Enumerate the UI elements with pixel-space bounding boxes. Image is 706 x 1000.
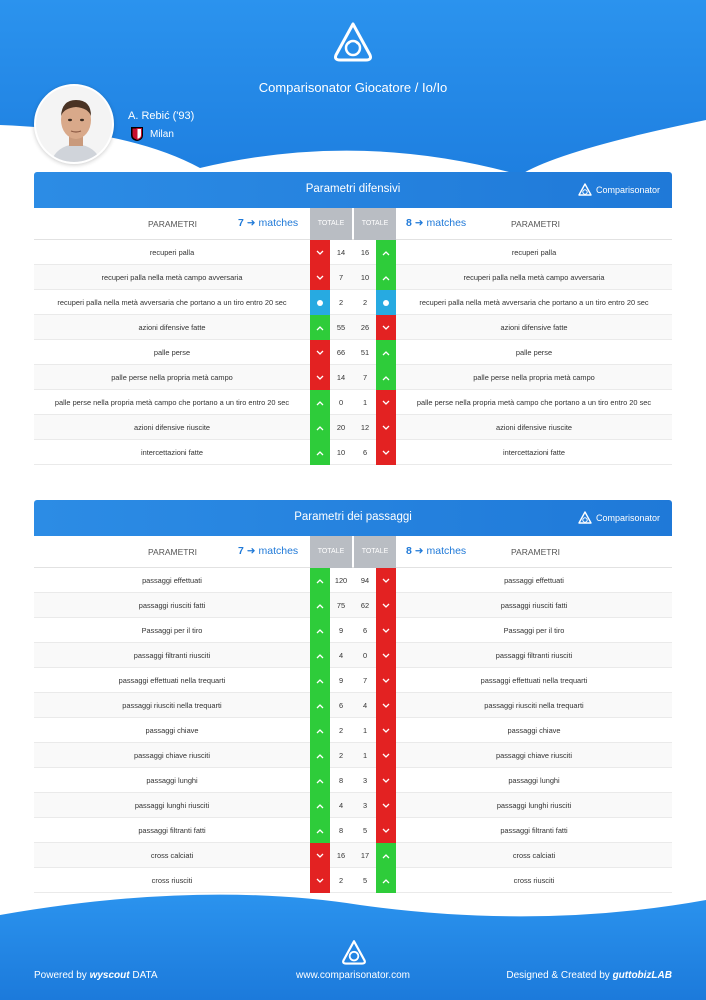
arrow-in-icon: ➜ (246, 545, 256, 557)
player-name: A. Rebić ('93) (128, 110, 195, 122)
param-label-right: passaggi chiave (507, 726, 561, 735)
value-right: 5 (362, 876, 368, 885)
column-header (34, 208, 672, 240)
app-title: Comparisonator Giocatore / Io/Io (258, 80, 448, 95)
defensive-rows (34, 240, 672, 465)
value-right: 12 (360, 423, 370, 432)
table-row (34, 340, 672, 365)
passing-section (34, 500, 672, 893)
designed-prefix: Designed & Created by (506, 970, 610, 981)
powered-suffix: DATA (132, 970, 158, 981)
param-label-right: palle perse (515, 348, 553, 357)
equal-dot-icon (310, 290, 330, 315)
table-row (34, 593, 672, 618)
down-chevron-icon (376, 618, 396, 643)
value-right: 3 (362, 776, 368, 785)
matches-right (406, 217, 466, 229)
up-chevron-icon (376, 365, 396, 390)
value-right: 6 (362, 626, 368, 635)
value-right: 5 (362, 826, 368, 835)
matches-right (406, 545, 466, 557)
matches-count: 8 (406, 545, 412, 557)
section-title: Parametri dei passaggi (294, 511, 412, 523)
player-avatar (34, 84, 114, 164)
param-label-left: recuperi palla nella metà campo avversaria (101, 273, 243, 282)
param-label-right: palle perse nella propria metà campo che portano a un tiro entro 20 sec (416, 398, 652, 407)
down-chevron-icon (310, 265, 330, 290)
param-label-left: cross riusciti (151, 876, 193, 885)
value-right: 2 (362, 298, 368, 307)
param-label-right: passaggi filtranti riusciti (495, 651, 573, 660)
equal-dot-icon (376, 290, 396, 315)
matches-word: matches (258, 217, 299, 229)
down-chevron-icon (376, 390, 396, 415)
total-header-right: TOTALE (354, 536, 396, 568)
param-label-left: passaggi chiave (145, 726, 199, 735)
table-row (34, 643, 672, 668)
down-chevron-icon (376, 440, 396, 465)
param-label-left: passaggi filtranti fatti (138, 826, 206, 835)
param-label-right: azioni difensive fatte (500, 323, 568, 332)
param-label-right: passaggi effettuati (504, 576, 564, 585)
defensive-section (34, 172, 672, 465)
table-row (34, 265, 672, 290)
param-label-left: azioni difensive riuscite (134, 423, 210, 432)
table-row (34, 415, 672, 440)
param-label-right: passaggi lunghi (508, 776, 560, 785)
param-label-left: passaggi filtranti riusciti (133, 651, 211, 660)
param-label-left: palle perse nella propria metà campo (111, 373, 233, 382)
value-left: 4 (338, 651, 344, 660)
table-row (34, 668, 672, 693)
param-label-right: passaggi filtranti fatti (500, 826, 568, 835)
value-left: 66 (336, 348, 346, 357)
down-chevron-icon (376, 718, 396, 743)
value-right: 7 (362, 373, 368, 382)
param-label-left: passaggi riusciti fatti (138, 601, 206, 610)
guttobizlab-logo: guttobizLAB (612, 970, 672, 981)
param-label-left: Passaggi per il tiro (141, 626, 203, 635)
param-label-right: recuperi palla nella metà campo avversaria (463, 273, 605, 282)
value-right: 51 (360, 348, 370, 357)
powered-prefix: Powered by (34, 970, 87, 981)
club-name: Milan (150, 129, 174, 140)
comparisonator-small-icon (578, 511, 592, 525)
down-chevron-icon (310, 340, 330, 365)
value-left: 4 (338, 801, 344, 810)
up-chevron-icon (376, 843, 396, 868)
up-chevron-icon (310, 768, 330, 793)
up-chevron-icon (376, 340, 396, 365)
param-label-left: passaggi riusciti nella trequarti (122, 701, 222, 710)
param-label-left: intercettazioni fatte (140, 448, 204, 457)
value-left: 2 (338, 876, 344, 885)
section-brand (578, 183, 660, 197)
value-left: 7 (338, 273, 344, 282)
param-label-right: passaggi riusciti nella trequarti (484, 701, 584, 710)
param-label-right: recuperi palla (511, 248, 557, 257)
param-label-right: passaggi lunghi riusciti (496, 801, 572, 810)
param-label-right: passaggi effettuati nella trequarti (480, 676, 588, 685)
value-right: 1 (362, 398, 368, 407)
up-chevron-icon (310, 440, 330, 465)
matches-word: matches (258, 545, 299, 557)
param-label-left: recuperi palla (149, 248, 195, 257)
value-left: 10 (336, 448, 346, 457)
value-left: 2 (338, 751, 344, 760)
down-chevron-icon (376, 793, 396, 818)
value-right: 1 (362, 751, 368, 760)
value-right: 62 (360, 601, 370, 610)
wyscout-logo: wyscout (89, 970, 130, 981)
website-link[interactable]: www.comparisonator.com (296, 970, 410, 981)
up-chevron-icon (310, 390, 330, 415)
down-chevron-icon (376, 568, 396, 593)
designed-by (506, 970, 672, 981)
up-chevron-icon (310, 618, 330, 643)
passing-rows (34, 568, 672, 893)
total-header-left: TOTALE (310, 536, 352, 568)
param-label-left: passaggi chiave riusciti (134, 751, 210, 760)
param-label-left: passaggi effettuati (142, 576, 202, 585)
param-label-right: Passaggi per il tiro (503, 626, 565, 635)
table-row (34, 693, 672, 718)
table-row (34, 568, 672, 593)
params-label-left: PARAMETRI (148, 219, 197, 229)
value-left: 120 (334, 576, 348, 585)
param-label-right: cross riusciti (513, 876, 555, 885)
matches-count: 8 (406, 217, 412, 229)
total-header-right: TOTALE (354, 208, 396, 240)
value-right: 1 (362, 726, 368, 735)
up-chevron-icon (310, 718, 330, 743)
value-right: 6 (362, 448, 368, 457)
arrow-in-icon: ➜ (414, 217, 424, 229)
down-chevron-icon (376, 818, 396, 843)
up-chevron-icon (376, 265, 396, 290)
up-chevron-icon (310, 793, 330, 818)
down-chevron-icon (376, 743, 396, 768)
matches-count: 7 (238, 217, 244, 229)
value-left: 8 (338, 776, 344, 785)
value-left: 2 (338, 726, 344, 735)
value-left: 55 (336, 323, 346, 332)
section-title: Parametri difensivi (305, 183, 401, 195)
down-chevron-icon (310, 365, 330, 390)
down-chevron-icon (376, 643, 396, 668)
up-chevron-icon (310, 668, 330, 693)
param-label-right: passaggi riusciti fatti (500, 601, 568, 610)
down-chevron-icon (310, 843, 330, 868)
value-left: 6 (338, 701, 344, 710)
arrow-in-icon: ➜ (414, 545, 424, 557)
value-right: 0 (362, 651, 368, 660)
value-left: 14 (336, 248, 346, 257)
down-chevron-icon (376, 415, 396, 440)
param-label-left: passaggi effettuati nella trequarti (118, 676, 226, 685)
value-right: 3 (362, 801, 368, 810)
up-chevron-icon (376, 240, 396, 265)
up-chevron-icon (310, 568, 330, 593)
down-chevron-icon (376, 668, 396, 693)
comparisonator-small-icon (578, 183, 592, 197)
value-right: 10 (360, 273, 370, 282)
param-label-left: passaggi lunghi (146, 776, 198, 785)
brand-label: Comparisonator (595, 185, 660, 195)
table-row (34, 618, 672, 643)
up-chevron-icon (310, 315, 330, 340)
footer-logo-icon (341, 940, 367, 966)
total-header-left: TOTALE (310, 208, 352, 240)
param-label-left: palle perse (153, 348, 191, 357)
value-right: 7 (362, 676, 368, 685)
table-row (34, 743, 672, 768)
section-header (34, 500, 672, 536)
value-right: 16 (360, 248, 370, 257)
up-chevron-icon (310, 743, 330, 768)
table-row (34, 768, 672, 793)
up-chevron-icon (310, 693, 330, 718)
value-right: 4 (362, 701, 368, 710)
param-label-right: palle perse nella propria metà campo (473, 373, 595, 382)
table-row (34, 440, 672, 465)
table-row (34, 290, 672, 315)
column-header (34, 536, 672, 568)
table-row (34, 390, 672, 415)
matches-word: matches (426, 545, 467, 557)
table-row (34, 718, 672, 743)
param-label-right: azioni difensive riuscite (496, 423, 572, 432)
comparisonator-logo-icon (332, 22, 374, 64)
value-left: 14 (336, 373, 346, 382)
param-label-right: passaggi chiave riusciti (496, 751, 572, 760)
up-chevron-icon (310, 818, 330, 843)
table-row (34, 843, 672, 868)
param-label-right: cross calciati (512, 851, 556, 860)
param-label-right: intercettazioni fatte (502, 448, 566, 457)
brand-label: Comparisonator (595, 513, 660, 523)
table-row (34, 365, 672, 390)
up-chevron-icon (310, 415, 330, 440)
param-label-left: palle perse nella propria metà campo che portano a un tiro entro 20 sec (54, 398, 290, 407)
value-right: 17 (360, 851, 370, 860)
value-left: 16 (336, 851, 346, 860)
value-left: 0 (338, 398, 344, 407)
arrow-in-icon: ➜ (246, 217, 256, 229)
table-row (34, 793, 672, 818)
params-label-right: PARAMETRI (511, 547, 560, 557)
params-label-left: PARAMETRI (148, 547, 197, 557)
down-chevron-icon (376, 315, 396, 340)
value-right: 26 (360, 323, 370, 332)
section-header (34, 172, 672, 208)
down-chevron-icon (376, 693, 396, 718)
down-chevron-icon (376, 593, 396, 618)
matches-count: 7 (238, 545, 244, 557)
param-label-left: azioni difensive fatte (138, 323, 206, 332)
club-badge-icon (130, 126, 144, 142)
table-row (34, 240, 672, 265)
matches-left (238, 545, 298, 557)
param-label-right: recuperi palla nella metà avversaria che portano a un tiro entro 20 sec (419, 298, 649, 307)
param-label-left: recuperi palla nella metà avversaria che portano a un tiro entro 20 sec (57, 298, 287, 307)
value-left: 9 (338, 676, 344, 685)
param-label-left: cross calciati (150, 851, 194, 860)
matches-left (238, 217, 298, 229)
down-chevron-icon (310, 240, 330, 265)
up-chevron-icon (310, 593, 330, 618)
matches-word: matches (426, 217, 467, 229)
value-left: 2 (338, 298, 344, 307)
params-label-right: PARAMETRI (511, 219, 560, 229)
section-brand (578, 511, 660, 525)
value-left: 9 (338, 626, 344, 635)
value-left: 20 (336, 423, 346, 432)
param-label-left: passaggi lunghi riusciti (134, 801, 210, 810)
down-chevron-icon (376, 768, 396, 793)
value-left: 75 (336, 601, 346, 610)
value-left: 8 (338, 826, 344, 835)
table-row (34, 818, 672, 843)
value-right: 94 (360, 576, 370, 585)
table-row (34, 315, 672, 340)
up-chevron-icon (310, 643, 330, 668)
